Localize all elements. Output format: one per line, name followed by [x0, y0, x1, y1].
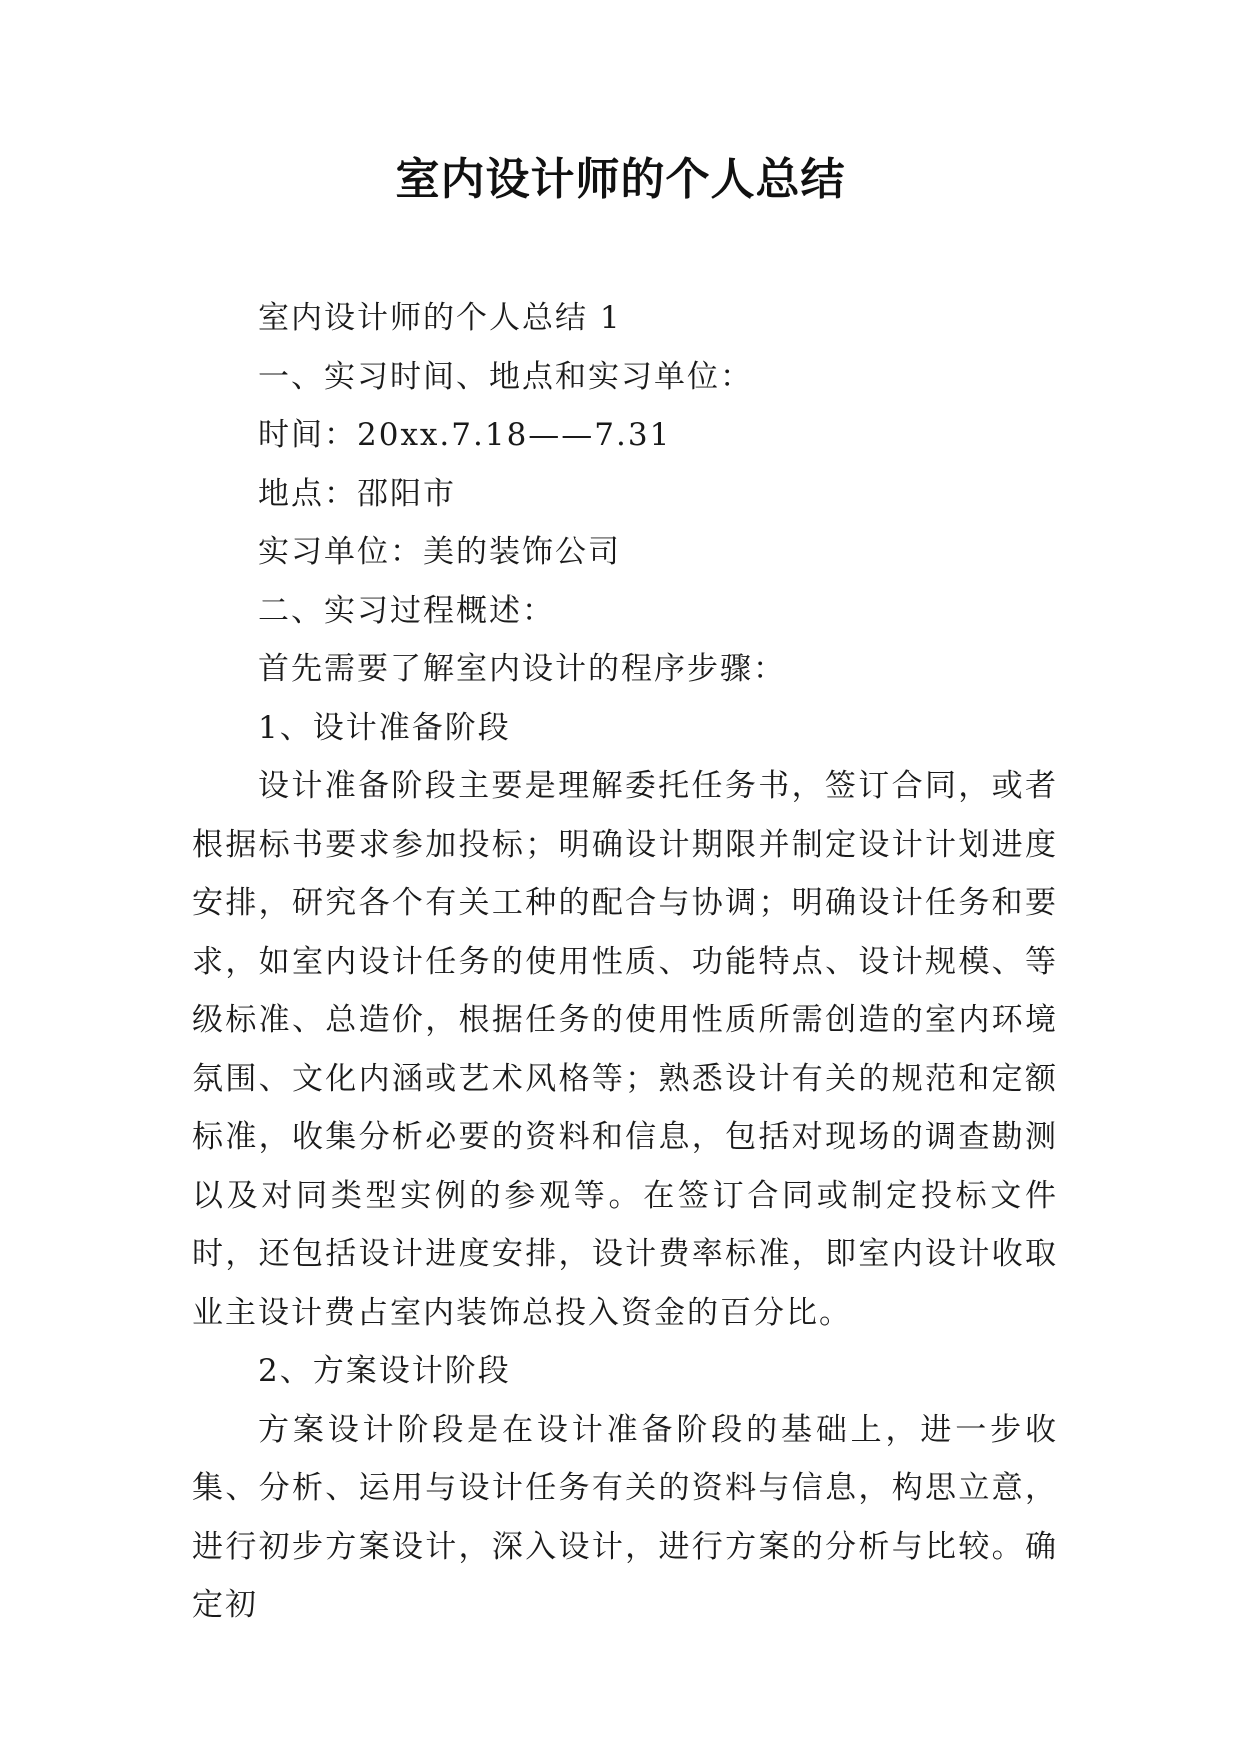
paragraph-stage2-heading: 2、方案设计阶段: [258, 1353, 511, 1389]
paragraph-process-heading: 二、实习过程概述：: [258, 592, 555, 629]
paragraph-internship-info-heading: 一、实习时间、地点和实习单位：: [258, 358, 753, 395]
document-body: [192, 289, 1058, 1635]
paragraph-location: 地点：邵阳市: [258, 475, 456, 512]
paragraph-stage1-body: 设计准备阶段主要是理解委托任务书，签订合同，或者根据标书要求参加投标；明确设计期限并制定设计计划进度安排，研究各个有关工种的配合与协调；明确设计任务和要求，如室内设计任务的使用性质、功能特点、设计规模、等级标准、总造价，根据任务的使用性质所需创造的室内环境氛围、文化内涵或艺术风格等；熟悉设计有关的规范和定额标准，收集分析必要的资料和信息，包括对现场的调查勘测以及对同类型实例的参观等。在签订合同或制定投标文件时，还包括设计进度安排，设计费率标准，即室内设计收取业主设计费占室内装饰总投入资金的百分比。: [192, 768, 1058, 1331]
paragraph-stage1-heading: 1、设计准备阶段: [258, 709, 511, 746]
paragraph-section-heading: 室内设计师的个人总结 1: [258, 300, 622, 336]
paragraph-time: 时间：20xx.7.18——7.31: [258, 417, 672, 453]
document-title: 室内设计师的个人总结: [395, 154, 846, 205]
paragraph-unit: 实习单位：美的装饰公司: [258, 534, 621, 570]
paragraph-steps-intro: 首先需要了解室内设计的程序步骤：: [258, 651, 786, 687]
paragraph-stage2-body: 方案设计阶段是在设计准备阶段的基础上，进一步收集、分析、运用与设计任务有关的资料与信息，构思立意，进行初步方案设计，深入设计，进行方案的分析与比较。确定初: [192, 1411, 1058, 1623]
